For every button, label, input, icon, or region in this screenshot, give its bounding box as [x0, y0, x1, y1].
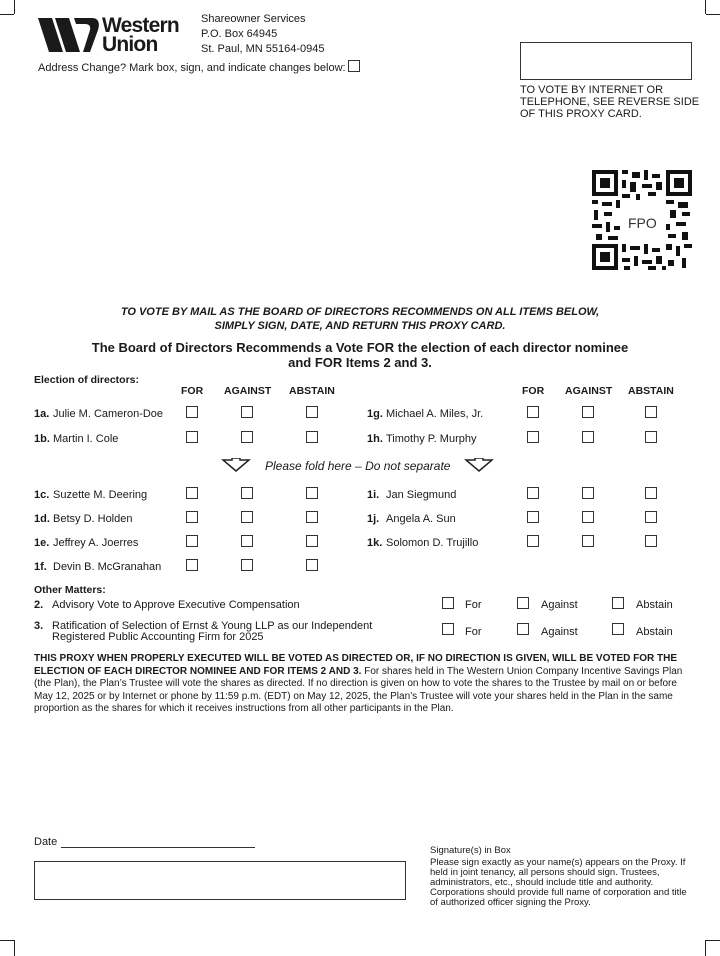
director-name: Betsy D. Holden	[53, 513, 133, 525]
director-number: 1e.	[34, 537, 50, 549]
director-row	[0, 485, 720, 505]
vote-abstain-checkbox[interactable]	[645, 406, 657, 418]
return-address-line-2: P.O. Box 64945	[201, 28, 278, 40]
signature-instructions-line-5: of authorized officer signing the Proxy.	[430, 897, 591, 908]
logo-line-1: Western	[102, 14, 179, 37]
signature-box[interactable]	[34, 861, 406, 900]
vote-abstain-checkbox[interactable]	[645, 511, 657, 523]
item-for-label: For	[465, 599, 482, 611]
address-change-label: Address Change? Mark box, sign, and indicate changes below:	[38, 62, 346, 74]
crop-mark	[0, 14, 14, 15]
date-line[interactable]	[61, 847, 255, 848]
fold-arrow-icon	[464, 458, 494, 472]
item-number: 3.	[34, 620, 44, 632]
col-for-left: FOR	[181, 385, 204, 397]
crop-mark	[706, 14, 720, 15]
fold-text: Please fold here – Do not separate	[265, 459, 451, 473]
vote-against-checkbox[interactable]	[582, 431, 594, 443]
director-row	[0, 404, 720, 424]
proxy-statement	[34, 653, 686, 716]
company-logo	[38, 16, 188, 56]
item-text: Advisory Vote to Approve Executive Compensation	[52, 599, 300, 611]
director-number: 1i.	[367, 489, 380, 501]
vote-against-checkbox[interactable]	[582, 487, 594, 499]
vote-notice-line-2: TELEPHONE, SEE REVERSE SIDE	[520, 96, 700, 108]
signature-label: Signature(s) in Box	[430, 845, 511, 856]
col-abstain-right: ABSTAIN	[628, 385, 674, 397]
vote-for-checkbox[interactable]	[527, 487, 539, 499]
director-number: 1j.	[367, 513, 380, 525]
item-text-line-2: Registered Public Accounting Firm for 2025	[52, 631, 264, 643]
crop-mark	[705, 940, 706, 956]
address-change-checkbox[interactable]	[348, 60, 360, 72]
director-name: Devin B. McGranahan	[53, 561, 162, 573]
director-name: Jan Siegmund	[386, 489, 457, 501]
wu-logo-icon	[38, 18, 100, 54]
vote-notice-line-1: TO VOTE BY INTERNET OR	[520, 84, 664, 96]
director-name: Julie M. Cameron-Doe	[53, 408, 164, 420]
item-against-checkbox[interactable]	[517, 623, 529, 635]
item-abstain-label: Abstain	[636, 599, 673, 611]
crop-mark	[0, 940, 14, 941]
election-label: Election of directors:	[34, 374, 140, 386]
crop-mark	[706, 940, 720, 941]
item-abstain-label: Abstain	[636, 626, 673, 638]
col-abstain-left: ABSTAIN	[289, 385, 335, 397]
vote-abstain-checkbox[interactable]	[645, 535, 657, 547]
item-against-checkbox[interactable]	[517, 597, 529, 609]
mail-instructions-line-1: TO VOTE BY MAIL AS THE BOARD OF DIRECTORS RECOMMENDS ON ALL ITEMS BELOW,	[120, 306, 600, 318]
item-for-label: For	[465, 626, 482, 638]
crop-mark	[14, 0, 15, 14]
crop-mark	[14, 940, 15, 956]
vote-abstain-checkbox[interactable]	[645, 431, 657, 443]
director-number: 1f.	[34, 561, 47, 573]
date-label: Date	[34, 836, 58, 848]
director-number: 1b.	[34, 433, 50, 445]
qr-placeholder-label: FPO	[628, 215, 657, 231]
item-against-label: Against	[541, 599, 578, 611]
vote-for-checkbox[interactable]	[527, 431, 539, 443]
vote-against-checkbox[interactable]	[582, 511, 594, 523]
director-name: Solomon D. Trujillo	[386, 537, 479, 549]
col-for-right: FOR	[522, 385, 545, 397]
director-row	[0, 533, 720, 553]
vote-for-checkbox[interactable]	[527, 535, 539, 547]
board-recommendation-line-1: The Board of Directors Recommends a Vote FOR the election of each director nominee	[91, 340, 629, 355]
item-text: Ratification of Selection of Ernst & Young LLP as our Independent	[52, 620, 373, 632]
board-recommendation-line-2: and FOR Items 2 and 3.	[288, 355, 432, 370]
fold-line	[0, 456, 720, 476]
signature-instructions-line-3: administrators, etc., should include title and authority.	[430, 877, 654, 888]
director-name: Angela A. Sun	[386, 513, 456, 525]
vote-for-checkbox[interactable]	[186, 559, 198, 571]
vote-against-checkbox[interactable]	[582, 535, 594, 547]
director-number: 1c.	[34, 489, 50, 501]
vote-against-checkbox[interactable]	[582, 406, 594, 418]
vote-for-checkbox[interactable]	[527, 406, 539, 418]
return-address-line-3: St. Paul, MN 55164-0945	[201, 43, 325, 55]
control-number-box	[520, 42, 692, 80]
director-row	[0, 509, 720, 529]
item-abstain-checkbox[interactable]	[612, 597, 624, 609]
signature-instructions-line-1: Please sign exactly as your name(s) appears on the Proxy. If	[430, 857, 686, 868]
director-name: Jeffrey A. Joerres	[53, 537, 139, 549]
director-row	[0, 429, 720, 449]
col-against-left: AGAINST	[224, 385, 272, 397]
vote-abstain-checkbox[interactable]	[306, 559, 318, 571]
director-name: Martin I. Cole	[53, 433, 119, 445]
signature-instructions-line-2: held in joint tenancy, all persons should sign. Trustees,	[430, 867, 660, 878]
director-number: 1h.	[367, 433, 383, 445]
item-number: 2.	[34, 599, 44, 611]
vote-against-checkbox[interactable]	[241, 559, 253, 571]
vote-abstain-checkbox[interactable]	[645, 487, 657, 499]
director-name: Timothy P. Murphy	[386, 433, 477, 445]
item-against-label: Against	[541, 626, 578, 638]
crop-mark	[705, 0, 706, 14]
other-matters-label: Other Matters:	[34, 584, 106, 596]
return-address-line-1: Shareowner Services	[201, 13, 306, 25]
item-abstain-checkbox[interactable]	[612, 623, 624, 635]
director-name: Suzette M. Deering	[53, 489, 148, 501]
item-for-checkbox[interactable]	[442, 623, 454, 635]
logo-line-2: Union	[102, 33, 158, 56]
item-row	[0, 618, 720, 644]
col-against-right: AGAINST	[565, 385, 613, 397]
proxy-statement-body: For shares held in The Western Union Company Incentive Savings Plan (the Plan), the Plan’s Trustee will vote the shares as directed. If no direction is given on how to vote the shares to the Trustee by mail on or before May 12, 2025 or by Internet or phone by 11:59 p.m. (EDT) on May 12, 2025, the Plan’s Trustee will vote your shares held in the Plan in the same proportion as the shares for which it receives instructions from all other participants in the Plan.	[34, 665, 683, 714]
vote-notice-line-3: OF THIS PROXY CARD.	[520, 108, 642, 120]
item-row	[0, 596, 720, 614]
director-number: 1k.	[367, 537, 383, 549]
qr-code	[592, 170, 692, 270]
fold-arrow-icon	[221, 458, 251, 472]
item-for-checkbox[interactable]	[442, 597, 454, 609]
director-row	[0, 557, 720, 577]
director-number: 1a.	[34, 408, 50, 420]
director-number: 1g.	[367, 408, 383, 420]
vote-for-checkbox[interactable]	[527, 511, 539, 523]
proxy-statement-bold: THIS PROXY WHEN PROPERLY EXECUTED WILL BE VOTED AS DIRECTED OR, IF NO DIRECTION IS GIVEN, WILL BE VOTED FOR THE ELECTION OF EACH DIRECTOR NOMINEE AND FOR ITEMS 2 AND 3.	[34, 653, 678, 677]
director-name: Michael A. Miles, Jr.	[386, 408, 484, 420]
director-number: 1d.	[34, 513, 50, 525]
mail-instructions-line-2: SIMPLY SIGN, DATE, AND RETURN THIS PROXY CARD.	[214, 320, 506, 332]
signature-instructions-line-4: Corporations should provide full name of corporation and title	[430, 887, 687, 898]
